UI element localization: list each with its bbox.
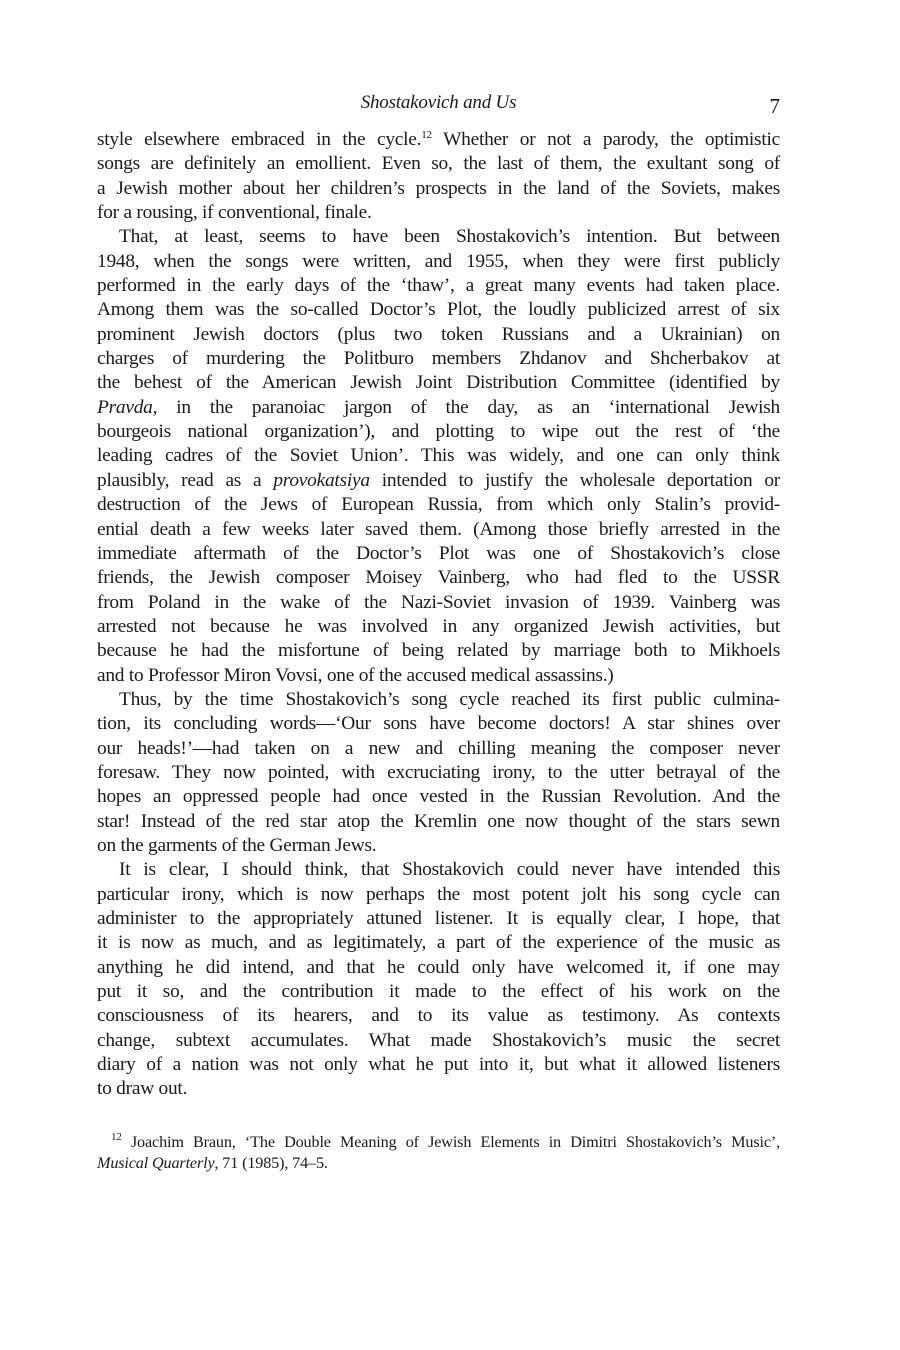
paragraph <box>97 225 780 688</box>
text-run: put it so, and the contribution it made to the effect of his work on the <box>97 981 780 1003</box>
italic-text: Musical Quarterly <box>97 1154 215 1172</box>
text-line <box>97 347 780 371</box>
footnote-line <box>97 1132 780 1153</box>
text-line <box>97 250 780 274</box>
page-number: 7 <box>769 94 780 118</box>
text-line <box>97 980 780 1004</box>
text-line <box>97 566 780 590</box>
text-run: on the garments of the German Jews. <box>97 834 377 856</box>
text-line <box>97 298 780 322</box>
text-run: bourgeois national organization’), and plotting to wipe out the rest of ‘the <box>97 421 780 443</box>
text-line <box>97 956 780 980</box>
text-line <box>97 152 780 176</box>
text-run: a Jewish mother about her children’s prospects in the land of the Soviets, makes <box>97 177 780 199</box>
text-line <box>97 639 780 663</box>
text-line <box>97 444 780 468</box>
text-line <box>97 785 780 809</box>
text-run: tion, its concluding words—‘Our sons have become doctors! A star shines over <box>97 713 780 735</box>
text-run: arrested not because he was involved in any organized Jewish activities, but <box>97 615 780 637</box>
text-run: songs are definitely an emollient. Even so, the last of them, the exultant song of <box>97 153 780 175</box>
text-line <box>97 664 780 688</box>
text-line <box>97 737 780 761</box>
text-line <box>97 371 780 395</box>
text-run: for a rousing, if conventional, finale. <box>97 202 372 224</box>
text-run: prominent Jewish doctors (plus two token Russians and a Ukrainian) on <box>97 323 780 345</box>
text-run: plausibly, read as a <box>97 469 274 491</box>
text-run: intended to justify the wholesale deportation or <box>369 469 780 491</box>
text-line <box>97 1053 780 1077</box>
text-run: our heads!’—had taken on a new and chilling meaning the composer never <box>97 737 780 759</box>
text-line <box>97 323 780 347</box>
text-run: style elsewhere embraced in the cycle. <box>97 129 422 150</box>
paragraph <box>97 128 780 225</box>
footnote-marker: 12 <box>111 1131 122 1143</box>
text-run: to draw out. <box>97 1078 188 1100</box>
text-line <box>97 469 780 493</box>
text-run: charges of murdering the Politburo members Zhdanov and Shcherbakov at <box>97 348 780 370</box>
paragraph <box>97 688 780 858</box>
text-line <box>97 1029 780 1053</box>
text-line <box>97 493 780 517</box>
text-run: Among them was the so-called Doctor’s Plot, the loudly publicized arrest of six <box>97 299 780 321</box>
text-line <box>97 518 780 542</box>
text-line <box>97 907 780 931</box>
text-line <box>97 225 780 249</box>
text-line <box>97 761 780 785</box>
text-run: consciousness of its hearers, and to its value as testimony. As contexts <box>97 1005 780 1027</box>
text-line <box>97 1004 780 1028</box>
text-run: immediate aftermath of the Doctor’s Plot was one of Shostakovich’s close <box>97 542 780 564</box>
text-run: 1948, when the songs were written, and 1955, when they were first publicly <box>97 250 780 272</box>
text-line <box>97 420 780 444</box>
text-run: destruction of the Jews of European Russia, from which only Stalin’s provid- <box>97 494 780 516</box>
text-line <box>97 274 780 298</box>
text-run: from Poland in the wake of the Nazi-Soviet invasion of 1939. Vainberg was <box>97 591 780 613</box>
text-run: Whether or not a parody, the optimistic <box>431 129 780 150</box>
text-line <box>97 615 780 639</box>
text-run: It is clear, I should think, that Shostakovich could never have intended this <box>119 859 780 881</box>
text-line <box>97 712 780 736</box>
text-run: it is now as much, and as legitimately, a part of the experience of the music as <box>97 932 780 954</box>
text-line <box>97 931 780 955</box>
text-run: and to Professor Miron Vovsi, one of the accused medical assassins.) <box>97 664 614 686</box>
text-line <box>97 396 780 420</box>
text-line <box>97 128 780 152</box>
running-head <box>97 92 780 116</box>
text-line <box>97 177 780 201</box>
text-line <box>97 834 780 858</box>
footnotes <box>97 1132 780 1174</box>
text-run: because he had the misfortune of being related by marriage both to Mikhoels <box>97 640 780 662</box>
text-line <box>97 591 780 615</box>
body-text <box>97 128 780 1102</box>
text-run: , in the paranoiac jargon of the day, as an ‘international Jewish <box>152 396 780 418</box>
text-run: administer to the appropriately attuned listener. It is equally clear, I hope, that <box>97 908 780 929</box>
text-run: star! Instead of the red star atop the Kremlin one now thought of the stars sewn <box>97 810 780 832</box>
text-run: leading cadres of the Soviet Union’. This was widely, and one can only think <box>97 445 780 467</box>
text-run: Joachim Braun, ‘The Double Meaning of Jewish Elements in Dimitri Shostakovich’s Music’, <box>121 1133 780 1151</box>
text-line <box>97 810 780 834</box>
text-line <box>97 883 780 907</box>
text-run: change, subtext accumulates. What made Shostakovich’s music the secret <box>97 1029 780 1051</box>
text-line <box>97 542 780 566</box>
footnote-line <box>97 1153 780 1174</box>
text-run: hopes an oppressed people had once vested in the Russian Revolution. And the <box>97 786 780 808</box>
text-run: , 71 (1985), 74–5. <box>214 1154 328 1172</box>
footnote-marker: 12 <box>421 129 432 141</box>
text-run: particular irony, which is now perhaps the most potent jolt his song cycle can <box>97 883 780 905</box>
footnote <box>97 1132 780 1174</box>
text-run: foresaw. They now pointed, with excruciating irony, to the utter betrayal of the <box>97 761 780 783</box>
text-run: the behest of the American Jewish Joint Distribution Committee (identified by <box>97 372 780 394</box>
text-run: ential death a few weeks later saved them. (Among those briefly arrested in the <box>97 518 780 540</box>
text-run: diary of a nation was not only what he put into it, but what it allowed listeners <box>97 1054 780 1076</box>
paragraph <box>97 858 780 1101</box>
text-line <box>97 858 780 882</box>
text-line <box>97 688 780 712</box>
italic-text: provokatsiya <box>273 469 370 491</box>
text-line <box>97 1077 780 1101</box>
text-run: That, at least, seems to have been Shostakovich’s intention. But between <box>119 226 780 248</box>
text-run: Thus, by the time Shostakovich’s song cycle reached its first public culmina- <box>119 688 780 710</box>
text-line <box>97 201 780 225</box>
text-run: performed in the early days of the ‘thaw’, a great many events had taken place. <box>97 275 780 297</box>
running-title: Shostakovich and Us <box>360 92 517 113</box>
italic-text: Pravda <box>97 396 153 418</box>
text-run: anything he did intend, and that he could only have welcomed it, if one may <box>97 956 780 978</box>
text-run: friends, the Jewish composer Moisey Vainberg, who had fled to the USSR <box>97 567 780 589</box>
